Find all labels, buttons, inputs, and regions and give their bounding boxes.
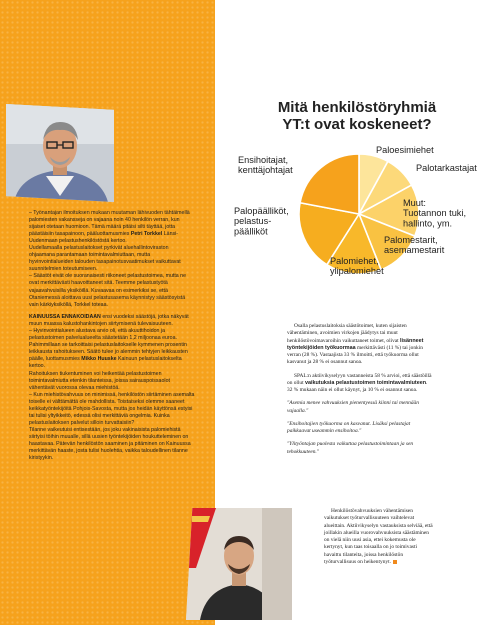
right-paragraph-3: Henkilöstövahvuuksien vähentämisen vaikutukset työturvallisuuteen vaihtelevat alueittain. Aktiivikyselyn vastauksista selviää, että joillakin alueilla vuorovahvuuksista säästäminen on vielä niin uusi asia, ettei kokemusta ole kertynyt, kun taas toisaalla on jo toimivasti havaittu tilanteita, joissa henkilöstön työturvallisuus on heikentynyt.: [324, 508, 433, 565]
left-paragraph-6: Rahoituksen tiukentuminen voi heikentää pelastustoimen toimintavalmiutta etenkin tilanteissa, joissa sairauspoissaolot vähentävät vuorossa olevaa miehistöä.: [29, 370, 170, 391]
pie-label-4: [384, 235, 445, 255]
pie-label-line: Paloesimiehet: [376, 145, 434, 155]
right-paragraph-1-end: merkittävästi (11 %) tai jonkin verran (28 %). Vastaajista 33 % ilmoitti, että työkuorma ollut kasvanut ja 28 % ei osannut sanoa.: [287, 344, 423, 366]
section-lead-kainuu: KAINUUSSA ENNAKOIDAAN: [29, 314, 101, 321]
portrait-photo-bottom: [186, 508, 292, 620]
pie-slice-7: [300, 154, 359, 214]
pie-label-2: [416, 163, 477, 173]
right-paragraph-2-end: . 32 % mukaan näin ei ollut käynyt, ja 10 % ei osannut sanoa.: [287, 379, 428, 393]
firefighter-portrait-image: [186, 508, 292, 620]
chart-title-line-1: Mitä henkilöstöryhmiä: [277, 99, 437, 116]
quote-3: "Ylityöntajan puolesta vaikuttaa pelastustoimintaan ja sen tehokkuuteen.": [287, 441, 414, 455]
left-paragraph-2: Uudellamaalla pelastuslaitokset pyrkivät aluehallintoviraston ohjaamana parantamaan toimintavalmiuttaan, mutta hyvinvointialueiden talouden tasapainotusvaatimukset vaikuttavat suunnitelmien toteutumiseen.: [29, 245, 181, 273]
pie-label-line: Ensihoitajat,: [238, 155, 289, 165]
pie-label-1: [376, 145, 434, 155]
pie-label-line: ylipalomiehet: [330, 266, 384, 277]
portrait-photo-top: [6, 104, 114, 202]
quote-1: "Asemia menee vahvuuksien pienentyessä kiinni tai mennään vajaalla.": [287, 400, 419, 414]
left-paragraph-7: – Kun miehistövahvuus on minimissä, henkilöstön siirtäminen asemalta toiselle ei välttämättä ole mahdollista. Toistaiseksi olemme saaneet keikkatyöntekijöitä Pohjois-Savosta, mutta jos heidän käyttönsä estyisi tai tulisi yltyikkeitö, edessä olisi merkittäviä ongelmia. Kuinka pelastuslaitoksen palvelut silloin turvattaisiin?: [29, 391, 195, 426]
right-article-text-end: [324, 508, 434, 566]
man-with-glasses-portrait-image: [6, 104, 114, 202]
right-paragraph-2: SPAL:n aktiivikyselyyn vastanneista 58 % arvioi, että säästöillä on ollut: [287, 372, 432, 386]
pie-label-6: [234, 206, 289, 236]
pie-label-line: Palopäälliköt,: [234, 206, 289, 216]
chart-title: [257, 100, 457, 133]
person-name-torkkel: Petri Torkkel: [130, 231, 163, 238]
left-paragraph-8: Tilanne vaikeutuisi entisestään, jos joku vakinaisista palomiehistä siirtyisi töihin muualle, sillä uusien työntekijöiden houkutteleminen on haastavaa. Pätevän henkilöstön saaminen ja pitäminen on Kainuussa merkittävän haaste, josta tulisi huolehtia, vaikka taloudellinen tilanne kiristyykin.: [29, 426, 191, 462]
right-paragraph-2-bold: vaikutuksia pelastustoimen toimintavalmiuteen: [304, 379, 427, 386]
pie-label-line: Tuotannon tuki,: [403, 208, 466, 219]
pie-label-3: [403, 198, 466, 228]
pie-label-line: Muut:: [403, 198, 426, 208]
pie-label-line: Palotarkastajat: [416, 163, 477, 173]
left-paragraph-5-end: Kainuun pelastuslaitokselta kertoo.: [29, 356, 182, 370]
pie-label-5: [330, 256, 384, 276]
right-paragraph-1-bold: lisänneet työntekijöiden työkuormaa: [287, 337, 424, 351]
pie-label-7: [238, 155, 293, 175]
pie-label-line: hallinto, ym.: [403, 218, 453, 229]
article-end-square-icon: [393, 560, 397, 564]
pie-label-line: kenttäjohtajat: [238, 165, 293, 176]
pie-label-line: pelastus-: [234, 216, 272, 227]
left-paragraph-4: ensi vuodeksi säästöjä, jotka näkyvät muun muassa kalustohankintojen siirtymisenä tulevaisuuteen.: [29, 314, 189, 328]
pie-label-line: Palomiehet,: [330, 256, 379, 266]
left-paragraph-5: – Hyvinvointialueen alustava arvio oli, että akuuttihoidon ja pelastustoimen palvelualueelta säästetään 1,2 miljoonaa euroa. Pahimmillaan se tarkoittaisi pelastuslaitokselle kymmenen prosentin leikkausta rahoitukseen. Säätö tulee jo alemmin tehtyjen leikkausten päälle, luottamusmies: [29, 328, 188, 363]
pie-chart: [226, 130, 480, 295]
chart-title-line-2: YT:t ovat koskeneet?: [282, 115, 432, 133]
right-paragraph-1: Osalla pelastuslaitoksia säästötoimet, kuten sijaisten vähentäminen, avoimien virkojen jäädytys tai muut henkilöstövoimavaroihin vaikuttaneet toimet, olivat: [287, 323, 407, 344]
left-paragraph-3: – Säästöt eivät ole suoranaisesti riikoneet pelastustoimea, mutta ne ovat merkittävästi haavoittaneet sitä. Teemme pelastustyötä vajaavahvuisilla yksiköillä. Kuvaavaa on esimerkiksi se, että Otaniemessä aloittava uusi pelastusasema käynnistyy säästösyistä vain kärkiyksiköllä, Torkkel toteaa.: [29, 273, 187, 308]
left-paragraph-1: – Työnantajan ilmoituksen mukaan muutaman lähivuoden tähtäimellä palomiesten vakansseja on vajaana noin 40 henkilön verran, kun sijaiset otetaan huomioon. Tämä määrä pitäisi silti täyttää, jotta päästäisiin tasapainoon, pääluottamusmies: [29, 210, 190, 238]
right-article-text: [287, 323, 433, 462]
person-name-huuske: Mikko Huuske: [81, 356, 117, 363]
pie-label-line: asemamestarit: [384, 245, 445, 256]
left-paragraph-1-end: Länsi-Uudenmaan pelastushenkilöstöstä kertoo.: [29, 231, 179, 245]
left-article-text: [29, 210, 195, 462]
quote-2: "Ensihoitajien työkuorma on kasvanut. Lisäksi pelastajat paikkaavat useammin ensihoitoa.": [287, 420, 411, 434]
pie-label-line: päälliköt: [234, 226, 268, 237]
pie-label-line: Palomestarit,: [384, 235, 438, 245]
